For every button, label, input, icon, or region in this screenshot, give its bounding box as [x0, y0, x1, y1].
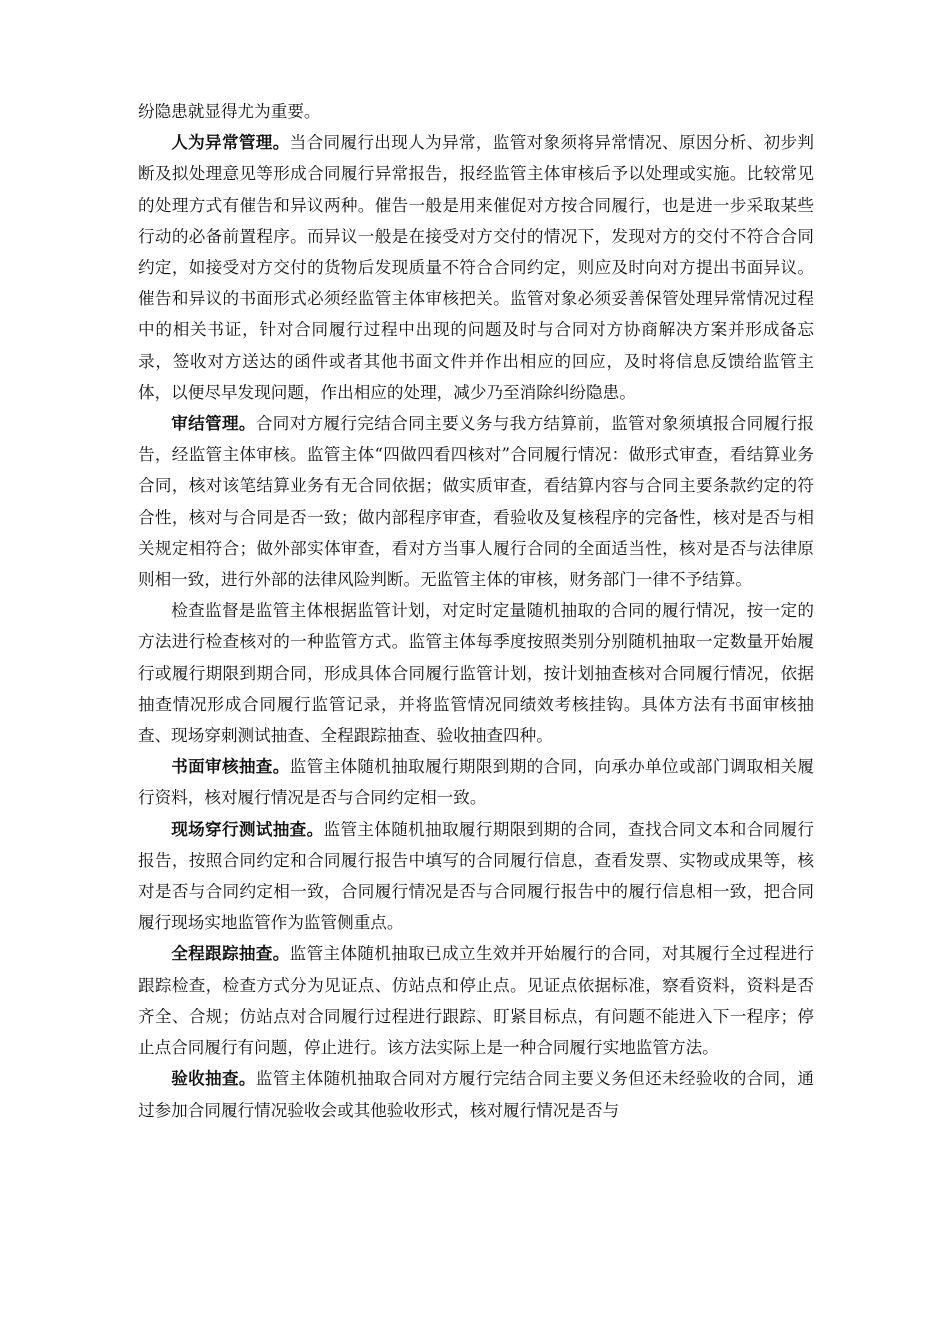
- paragraph-human-anomaly-management: [138, 127, 814, 408]
- paragraph-body: 检查监督是监管主体根据监管计划，对定时定量随机抽取的合同的履行情况，按一定的方法进行检查核对的一种监管方式。监管主体每季度按照类别分别随机抽取一定数量开始履行或履行期限到期合同，形成具体合同履行监管计划，按计划抽查核对合同履行情况，依据抽查情况形成合同履行监管记录，并将监管情况同绩效考核挂钩。具体方法有书面审核抽查、现场穿刺测试抽查、全程跟踪抽查、验收抽查四种。: [138, 601, 814, 746]
- paragraph-body: 当合同履行出现人为异常，监管对象须将异常情况、原因分析、初步判断及拟处理意见等形成合同履行异常报告，报经监管主体审核后予以处理或实施。比较常见的处理方式有催告和异议两种。催告一般是用来催促对方按合同履行，也是进一步采取某些行动的必备前置程序。而异议一般是在接受对方交付的情况下，发现对方的交付不符合合同约定，如接受对方交付的货物后发现质量不符合合同约定，则应及时向对方提出书面异议。催告和异议的书面形式必须经监管主体审核把关。监管对象必须妥善保管处理异常情况过程中的相关书证，针对合同履行过程中出现的问题及时与合同对方协商解决方案并形成备忘录，签收对方送达的函件或者其他书面文件并作出相应的回应，及时将信息反馈给监管主体，以便尽早发现问题，作出相应的处理，减少乃至消除纠纷隐患。: [138, 133, 815, 402]
- paragraph-body: 监管主体随机抽取履行期限到期的合同，向承办单位或部门调取相关履行资料，核对履行情况是否与合同约定相一致。: [138, 757, 815, 808]
- paragraph-heading: 人为异常管理。: [171, 133, 290, 153]
- paragraph-heading: 现场穿行测试抽查。: [171, 819, 324, 839]
- paragraph-heading: 全程跟踪抽查。: [171, 944, 290, 964]
- paragraph-continuation: [138, 96, 814, 127]
- paragraph-document-review-sampling: [138, 751, 814, 813]
- paragraph-heading: 验收抽查。: [171, 1069, 256, 1089]
- document-page: [138, 96, 814, 1126]
- paragraph-body: 监管主体随机抽取合同对方履行完结合同主要义务但还未经验收的合同，通过参加合同履行情况验收会或其他验收形式，核对履行情况是否与: [138, 1069, 814, 1120]
- paragraph-walkthrough-test-sampling: [138, 814, 814, 939]
- paragraph-inspection-supervision: [138, 595, 814, 751]
- paragraph-body: 纷隐患就显得尤为重要。: [138, 102, 321, 121]
- paragraph-body: 合同对方履行完结合同主要义务与我方结算前，监管对象须填报合同履行报告，经监管主体审核。监管主体“四做四看四核对”合同履行情况：做形式审查，看结算业务合同，核对该笔结算业务有无合同依据；做实质审查，看结算内容与合同主要条款约定的符合性，核对与合同是否一致；做内部程序审查，看验收及复核程序的完备性，核对是否与相关规定相符合；做外部实体审查，看对方当事人履行合同的全面适当性，核对是否与法律原则相一致，进行外部的法律风险判断。无监管主体的审核，财务部门一律不予结算。: [138, 414, 814, 590]
- paragraph-body: 监管主体随机抽取履行期限到期的合同，查找合同文本和合同履行报告，按照合同约定和合同履行报告中填写的合同履行信息，查看发票、实物或成果等，核对是否与合同约定相一致，合同履行情况是否与合同履行报告中的履行信息相一致，把合同履行现场实地监管作为监管侧重点。: [138, 819, 815, 933]
- paragraph-settlement-review-management: [138, 408, 814, 595]
- paragraph-heading: 审结管理。: [171, 414, 256, 434]
- paragraph-heading: 书面审核抽查。: [171, 757, 290, 777]
- paragraph-body: 监管主体随机抽取已成立生效并开始履行的合同，对其履行全过程进行跟踪检查，检查方式分为见证点、仿站点和停止点。见证点依据标准，察看资料，资料是否齐全、合规；仿站点对合同履行过程进行跟踪、盯紧目标点，有问题不能进入下一程序；停止点合同履行有问题，停止进行。该方法实际上是一种合同履行实地监管方法。: [138, 944, 815, 1058]
- paragraph-acceptance-sampling: [138, 1063, 814, 1125]
- paragraph-full-process-tracking-sampling: [138, 938, 814, 1063]
